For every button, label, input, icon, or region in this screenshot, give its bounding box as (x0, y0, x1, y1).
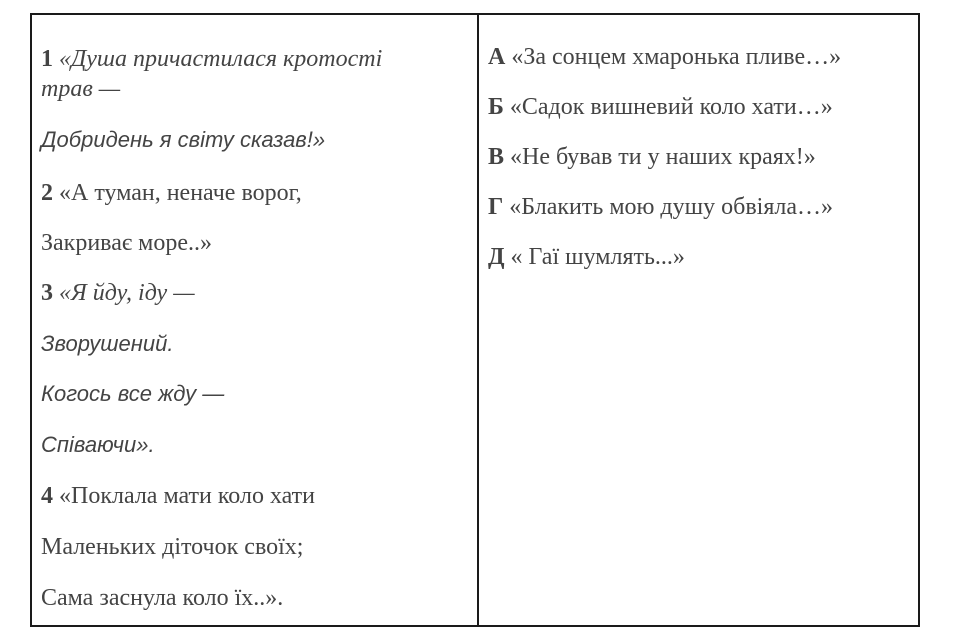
item-4-line-2: Маленьких діточок своїх; (41, 534, 304, 560)
item-3-line-1: 3 «Я йду, іду — (41, 280, 195, 306)
item-2-line-2: Закриває море..» (41, 230, 212, 256)
option-d: Д « Гаї шумлять...» (488, 244, 685, 270)
option-b: Б «Садок вишневий коло хати…» (488, 94, 833, 120)
item-3-line-3: Когось все жду — (41, 381, 225, 406)
option-g: Г «Блакить мою душу обвіяла…» (488, 194, 833, 220)
matching-table (30, 13, 920, 627)
item-1-line-1: 1 «Душа причастилася кротості (41, 46, 383, 72)
item-4-line-1: 4 «Поклала мати коло хати (41, 483, 315, 509)
option-a: А «За сонцем хмаронька пливе…» (488, 44, 842, 70)
left-column (32, 15, 479, 625)
item-2-line-1: 2 «А туман, неначе ворог, (41, 180, 302, 206)
item-1-line-2: трав — (41, 76, 121, 102)
item-3-line-4: Співаючи». (41, 432, 155, 457)
option-v: В «Не бував ти у наших краях!» (488, 144, 816, 170)
item-3-line-2: Зворушений. (41, 331, 174, 356)
item-4-line-3: Сама заснула коло їх..». (41, 585, 284, 611)
item-1-line-3: Добридень я світу сказав!» (41, 127, 326, 152)
right-column (479, 15, 918, 625)
